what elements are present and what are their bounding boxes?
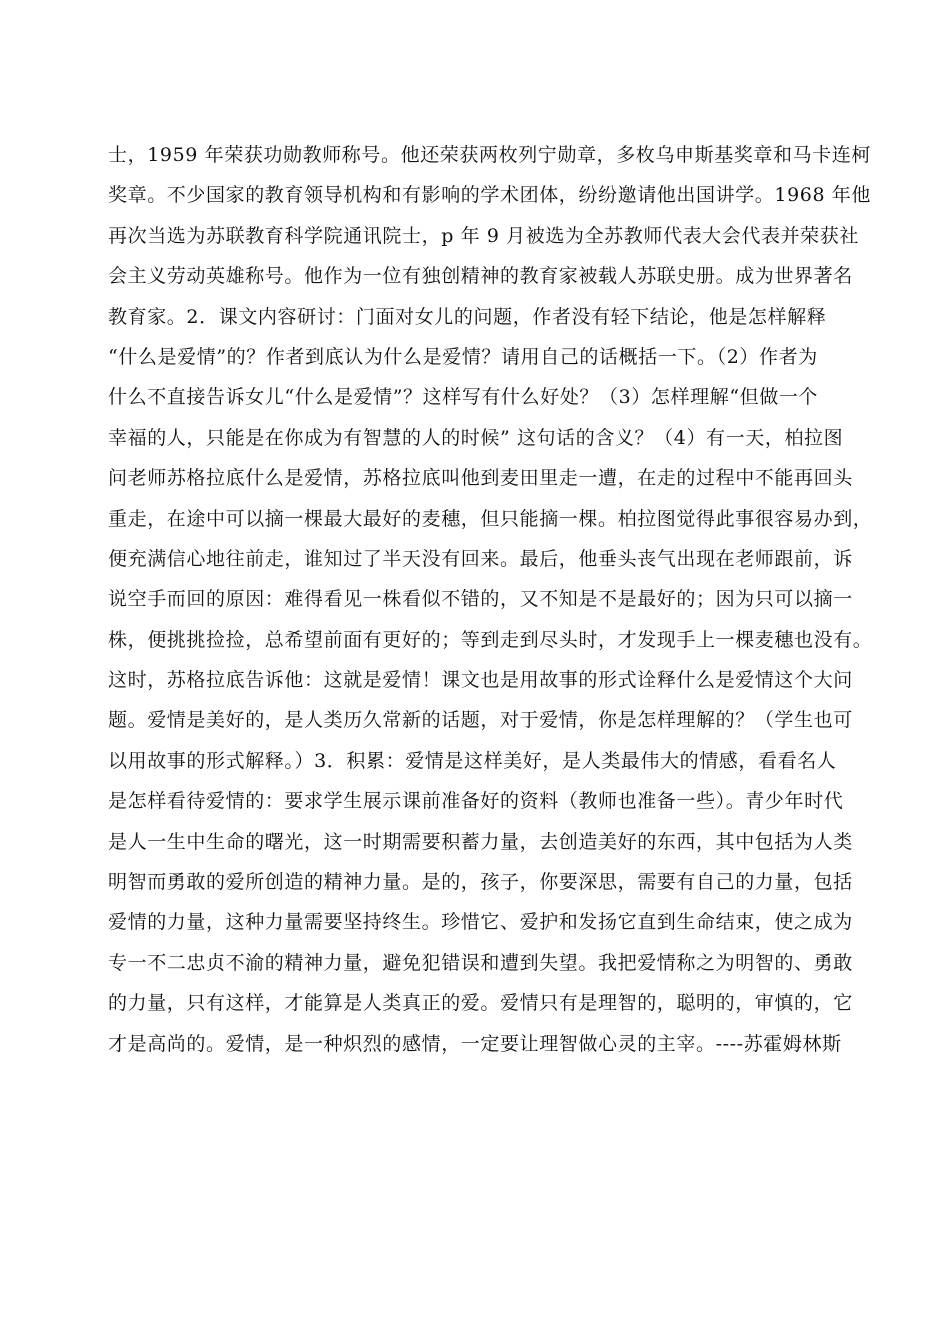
- text-line: 问老师苏格拉底什么是爱情，苏格拉底叫他到麦田里走一遭，在走的过程中不能再回头: [108, 467, 853, 490]
- text-line: 以用故事的形式解释。）3．积累：爱情是这样美好，是人类最伟大的情感，看看名人: [108, 749, 837, 772]
- text-line: 株，便挑挑捡捡，总希望前面有更好的；等到走到尽头时，才发现手上一棵麦穗也没有。: [108, 628, 873, 651]
- text-line: 题。爱情是美好的，是人类历久常新的话题，对于爱情，你是怎样理解的？（学生也可: [108, 709, 853, 732]
- text-line: 是人一生中生命的曙光，这一时期需要积蓄力量，去创造美好的东西，其中包括为人类: [108, 830, 853, 853]
- text-line: 明智而勇敢的爱所创造的精神力量。是的，孩子，你要深思，需要有自己的力量，包括: [108, 871, 853, 894]
- text-line: 便充满信心地往前走，谁知过了半天没有回来。最后，他垂头丧气出现在老师跟前，诉: [108, 547, 853, 570]
- text-line: 专一不二忠贞不渝的精神力量，避免犯错误和遭到失望。我把爱情称之为明智的、勇敢: [108, 951, 853, 974]
- text-line: “什么是爱情”的？作者到底认为什么是爱情？请用自己的话概括一下。（2）作者为: [108, 345, 818, 368]
- body-text: [108, 135, 873, 1064]
- text-line: 重走，在途中可以摘一棵最大最好的麦穗，但只能摘一棵。柏拉图觉得此事很容易办到，: [108, 507, 873, 530]
- text-line: 教育家。2．课文内容研讨：门面对女儿的问题，作者没有轻下结论，他是怎样解释: [108, 305, 827, 328]
- text-line: 爱情的力量，这种力量需要坚持终生。珍惜它、爱护和发扬它直到生命结束，使之成为: [108, 911, 853, 934]
- text-line: 士，1959 年荣获功勋教师称号。他还荣获两枚列宁勋章，多枚乌申斯基奖章和马卡连柯: [108, 144, 871, 166]
- text-line: 的力量，只有这样，才能算是人类真正的爱。爱情只有是理智的，聪明的，审慎的，它: [108, 992, 853, 1015]
- text-line: 幸福的人，只能是在你成为有智慧的人的时候” 这句话的含义？（4）有一天，柏拉图: [108, 426, 844, 449]
- text-line: 会主义劳动英雄称号。他作为一位有独创精神的教育家被载人苏联史册。成为世界著名: [108, 265, 853, 288]
- text-line: 说空手而回的原因：难得看见一株看似不错的，又不知是不是最好的；因为只可以摘一: [108, 588, 853, 611]
- text-line: 奖章。不少国家的教育领导机构和有影响的学术团体，纷纷邀请他出国讲学。1968 年他: [108, 184, 871, 207]
- text-line: 这时，苏格拉底告诉他：这就是爱情！课文也是用故事的形式诠释什么是爱情这个大问: [108, 669, 853, 692]
- text-line: 再次当选为苏联教育科学院通讯院士，p 年 9 月被选为全苏教师代表大会代表并荣获社: [108, 224, 859, 247]
- text-line: 什么不直接告诉女儿“什么是爱情”？这样写有什么好处？（3）怎样理解“但做一个: [108, 386, 819, 409]
- text-line: 是怎样看待爱情的：要求学生展示课前准备好的资料（教师也准备一些）。青少年时代: [108, 790, 844, 813]
- text-line: 才是高尚的。爱情，是一种炽烈的感情，一定要让理智做心灵的主宰。----苏霍姆林斯: [108, 1032, 842, 1055]
